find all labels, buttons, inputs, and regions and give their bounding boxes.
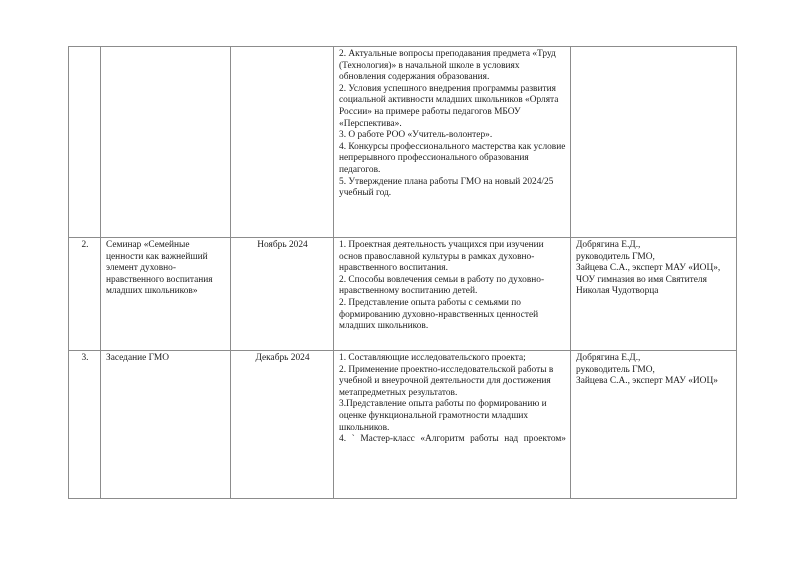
date-cell [231, 238, 334, 351]
content-item: 1. Составляющие исследовательского проекта; [339, 353, 526, 363]
content-item: 4. ` Мастер-класс «Алгоритм работы над проектом» [339, 434, 566, 445]
table-row [69, 351, 737, 499]
row-number-cell [69, 351, 101, 499]
content-cell [334, 351, 571, 499]
content-item: 1. Проектная деятельность учащихся при изучении основ православной культуры в рамках духовно-нравственного воспитания. [339, 240, 544, 274]
table-body [69, 47, 737, 499]
date-cell [231, 351, 334, 499]
event-title: Заседание ГМО [106, 353, 170, 363]
responsible-cell [571, 351, 737, 499]
responsible-cell [571, 47, 737, 238]
table-row [69, 47, 737, 238]
responsible-line: ЧОУ гимназия во имя Святителя Николая Чудотворца [576, 274, 707, 297]
content-item: 4. Конкурсы профессионального мастерства как условие непрерывного профессионального образования педагогов. [339, 141, 566, 175]
responsible-line: Зайцева С.А., эксперт МАУ «ИОЦ» [576, 376, 718, 387]
row-number: 3. [81, 353, 89, 363]
responsible-line: руководитель ГМО, [576, 364, 655, 375]
event-cell [101, 351, 231, 499]
plan-table [68, 46, 737, 499]
responsible-line: Зайцева С.А., эксперт МАУ «ИОЦ», [576, 263, 721, 274]
content-item: 2. Способы вовлечения семьи в работу по духовно-нравственному воспитанию детей. [339, 274, 545, 297]
event-cell [101, 238, 231, 351]
content-item: 3.Представление опыта работы по формированию и оценке функциональной грамотности младших школьников. [339, 399, 547, 433]
event-cell [101, 47, 231, 238]
responsible-line: Добрягина Е.Д., [576, 353, 641, 363]
event-title: Семинар «Семейные ценности как важнейший элемент духовно-нравственного воспитания младших школьников» [106, 240, 213, 297]
event-date: Декабрь 2024 [255, 353, 310, 363]
content-item: 2. Применение проектно-исследовательской работы в учебной и внеурочной деятельности для достижения метапредметных результатов. [339, 364, 554, 398]
responsible-line: Добрягина Е.Д., [576, 240, 641, 250]
event-date: Ноябрь 2024 [257, 240, 308, 250]
responsible-cell [571, 238, 737, 351]
content-item: 3. О работе РОО «Учитель-волонтер». [339, 130, 493, 141]
content-item: 2. Представление опыта работы с семьями по формированию духовно-нравственных ценностей младших школьников. [339, 297, 539, 332]
content-item: 2. Условия успешного внедрения программы развития социальной активности младших школьников «Орлята России» на примере работы педагогов МБОУ «Перспектива». [339, 83, 559, 129]
content-item: 5. Утверждение плана работы ГМО на новый 2024/25 учебный год. [339, 176, 554, 199]
row-number: 2. [81, 240, 89, 250]
content-cell [334, 238, 571, 351]
row-number-cell [69, 47, 101, 238]
row-number-cell [69, 238, 101, 351]
table-row [69, 238, 737, 351]
content-item: 2. Актуальные вопросы преподавания предмета «Труд (Технология)» в начальной школе в условиях обновления содержания образования. [339, 49, 556, 83]
responsible-line: руководитель ГМО, [576, 251, 655, 262]
content-cell [334, 47, 571, 238]
date-cell [231, 47, 334, 238]
